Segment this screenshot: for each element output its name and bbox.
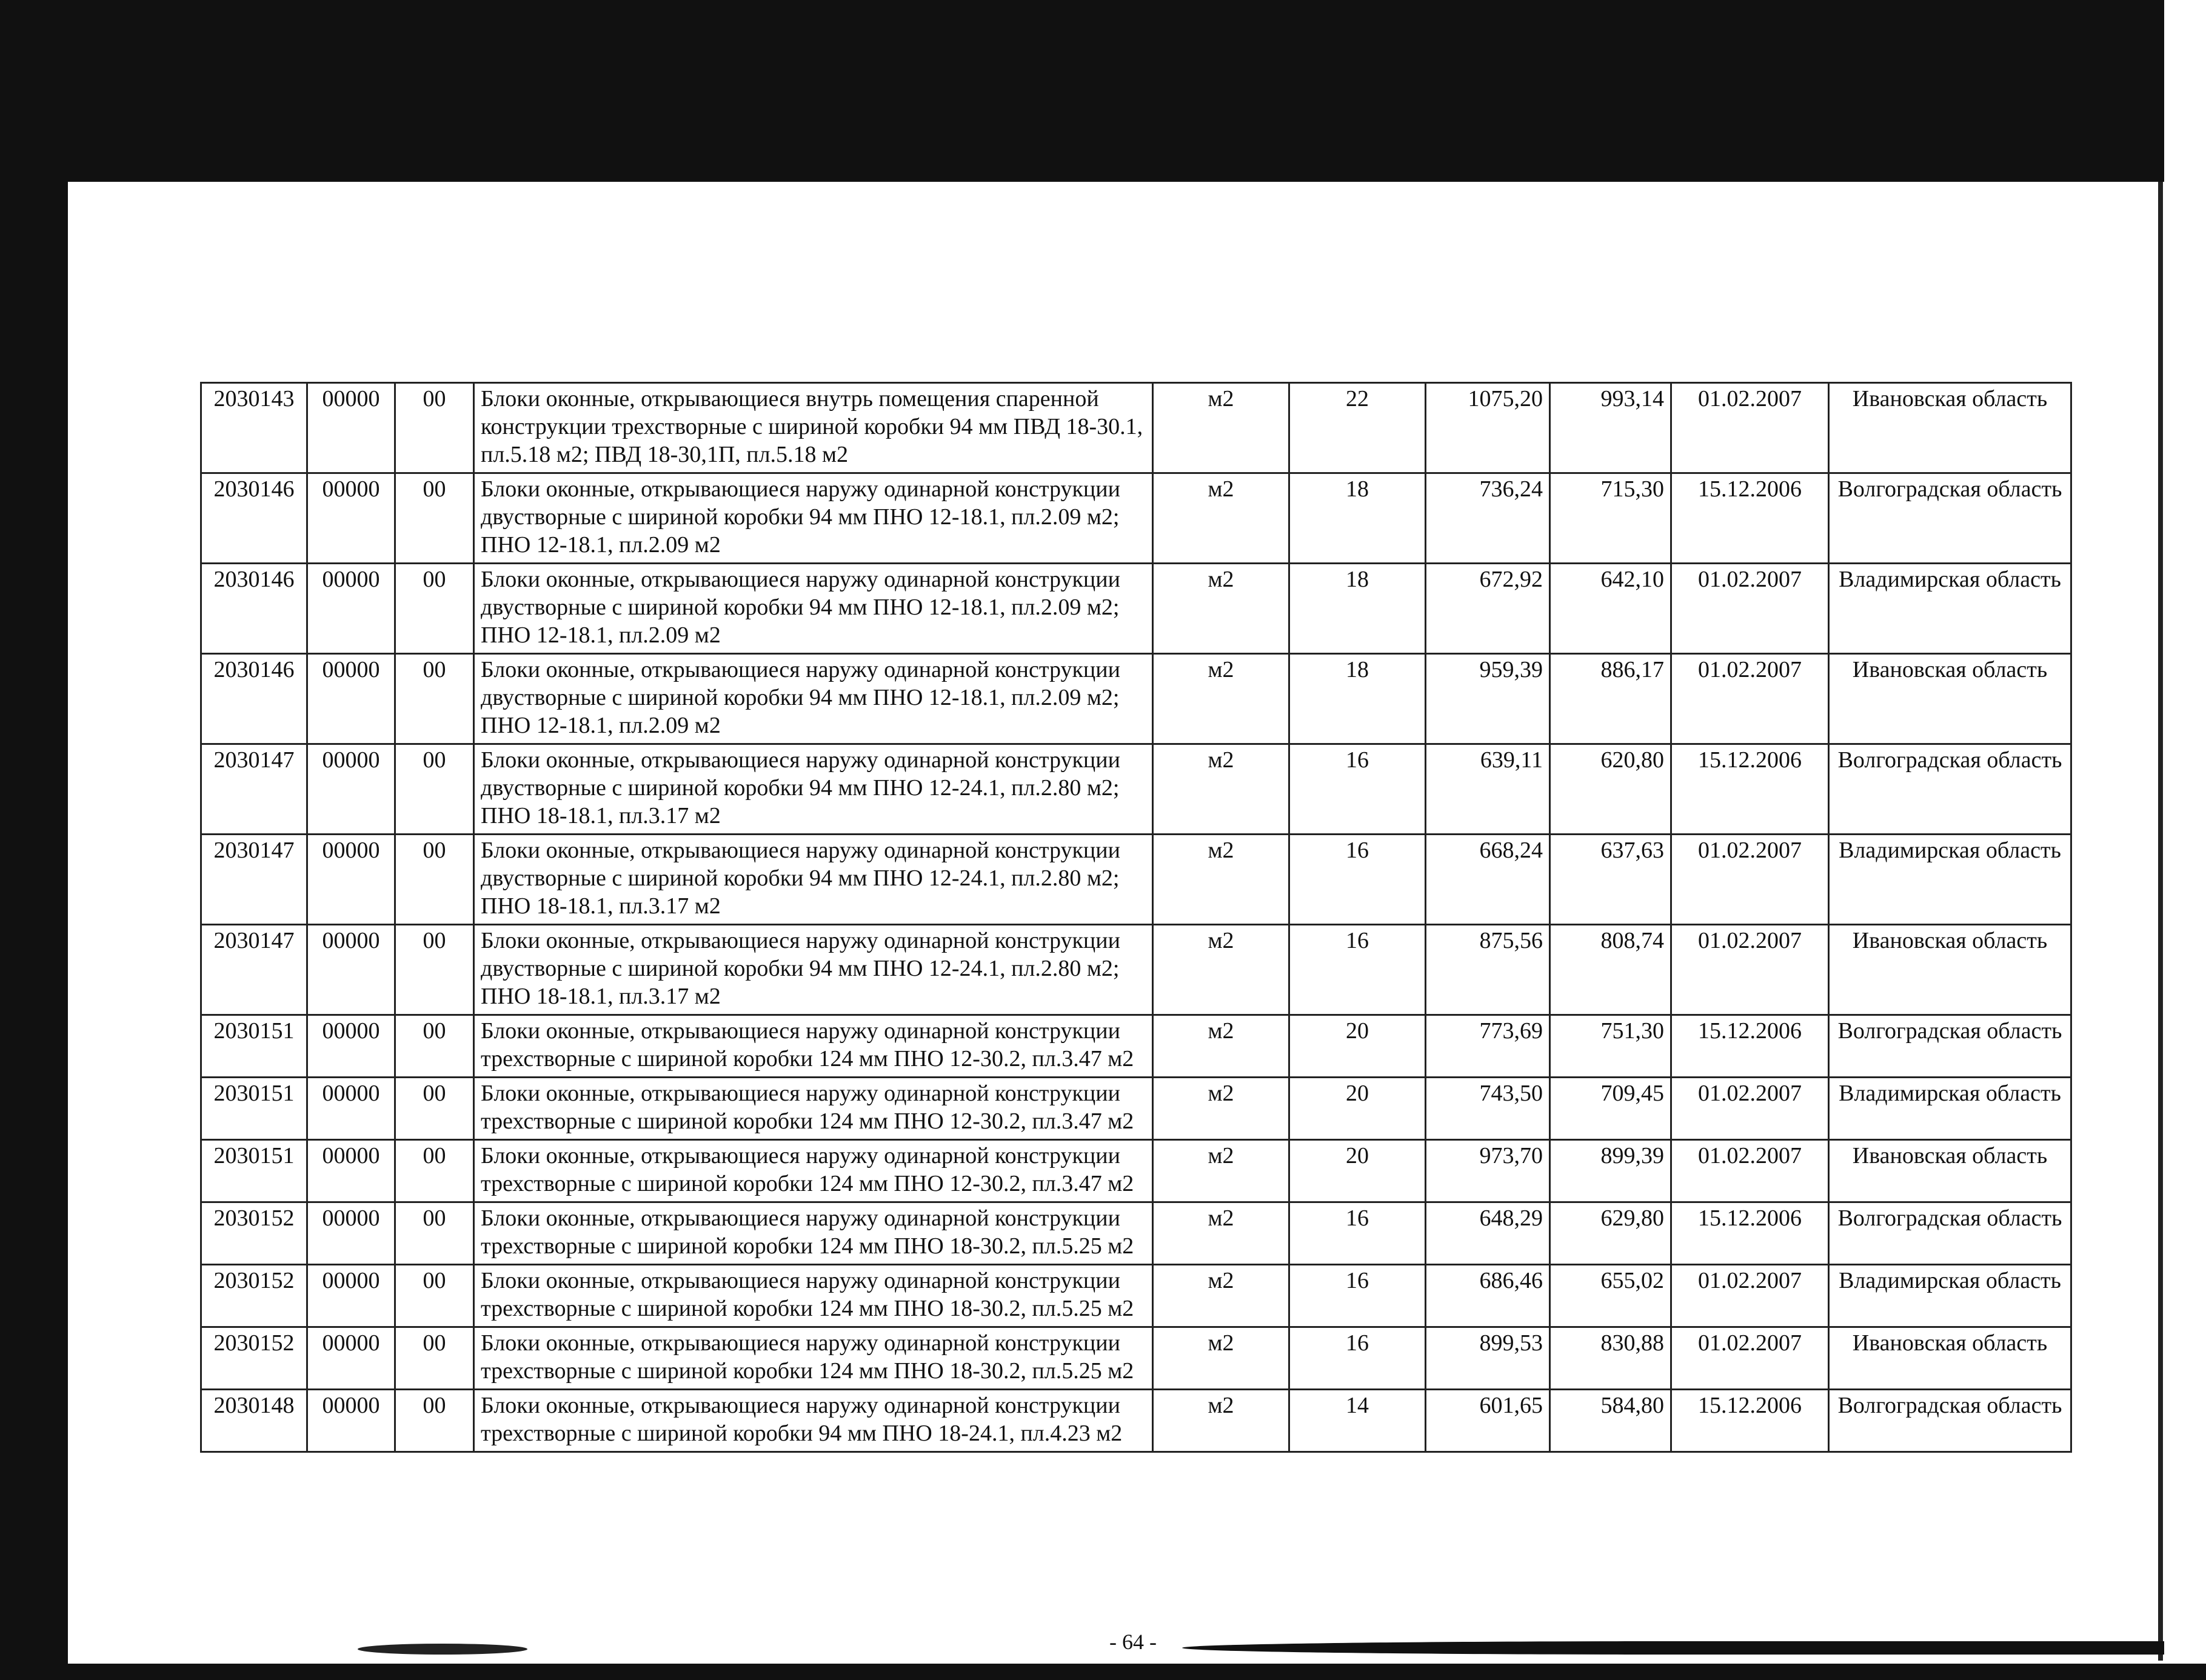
item-description: Блоки оконные, открывающиеся наружу одинарной конструкции трехстворные с шириной коробки 124 мм ПНО 12-30.2, пл.3.47 м2 [474,1140,1153,1202]
item-code: 2030147 [201,835,307,925]
table-row [201,1390,2071,1452]
region-name: Волгоградская область [1829,1390,2071,1452]
norm-value: 18 [1289,564,1426,654]
price-date: 15.12.2006 [1671,1202,1829,1265]
sub-code: 00000 [307,1140,395,1202]
region-name: Владимирская область [1829,564,2071,654]
norm-value: 20 [1289,1140,1426,1202]
region-name: Владимирская область [1829,1265,2071,1327]
price-without-vat: 830,88 [1550,1327,1671,1390]
unit-of-measure: м2 [1153,1265,1289,1327]
price-with-vat: 959,39 [1426,654,1550,744]
price-date: 15.12.2006 [1671,744,1829,835]
zero-code: 00 [395,383,474,473]
sub-code: 00000 [307,383,395,473]
item-code: 2030147 [201,744,307,835]
norm-value: 16 [1289,744,1426,835]
region-name: Волгоградская область [1829,1202,2071,1265]
page-edge-shadow [2158,182,2163,1661]
unit-of-measure: м2 [1153,1140,1289,1202]
item-code: 2030147 [201,925,307,1015]
zero-code: 00 [395,925,474,1015]
price-date: 15.12.2006 [1671,473,1829,564]
table-row [201,1327,2071,1390]
unit-of-measure: м2 [1153,1390,1289,1452]
price-with-vat: 672,92 [1426,564,1550,654]
item-description: Блоки оконные, открывающиеся наружу одинарной конструкции двустворные с шириной коробки 94 мм ПНО 12-24.1, пл.2.80 м2; ПНО 18-18.1, пл.3.17 м2 [474,835,1153,925]
unit-of-measure: м2 [1153,744,1289,835]
table-row [201,654,2071,744]
unit-of-measure: м2 [1153,1078,1289,1140]
price-with-vat: 973,70 [1426,1140,1550,1202]
price-date: 01.02.2007 [1671,1327,1829,1390]
price-without-vat: 629,80 [1550,1202,1671,1265]
price-date: 15.12.2006 [1671,1390,1829,1452]
price-date: 01.02.2007 [1671,1265,1829,1327]
norm-value: 18 [1289,654,1426,744]
price-without-vat: 751,30 [1550,1015,1671,1078]
price-date: 01.02.2007 [1671,383,1829,473]
sub-code: 00000 [307,564,395,654]
item-description: Блоки оконные, открывающиеся внутрь помещения спаренной конструкции трехстворные с шириной коробки 94 мм ПВД 18-30.1, пл.5.18 м2; ПВД 18-30,1П, пл.5.18 м2 [474,383,1153,473]
price-without-vat: 899,39 [1550,1140,1671,1202]
item-description: Блоки оконные, открывающиеся наружу одинарной конструкции двустворные с шириной коробки 94 мм ПНО 12-18.1, пл.2.09 м2; ПНО 12-18.1, пл.2.09 м2 [474,473,1153,564]
price-with-vat: 668,24 [1426,835,1550,925]
price-with-vat: 899,53 [1426,1327,1550,1390]
sub-code: 00000 [307,1265,395,1327]
sub-code: 00000 [307,744,395,835]
table-row [201,1015,2071,1078]
zero-code: 00 [395,835,474,925]
region-name: Волгоградская область [1829,1015,2071,1078]
zero-code: 00 [395,1078,474,1140]
item-code: 2030143 [201,383,307,473]
item-code: 2030146 [201,654,307,744]
price-with-vat: 1075,20 [1426,383,1550,473]
table-row [201,1078,2071,1140]
price-date: 01.02.2007 [1671,835,1829,925]
scan-border-bottom [0,1664,2206,1680]
scan-smudge [1182,1641,2164,1655]
price-with-vat: 686,46 [1426,1265,1550,1327]
price-date: 01.02.2007 [1671,654,1829,744]
norm-value: 16 [1289,925,1426,1015]
item-description: Блоки оконные, открывающиеся наружу одинарной конструкции трехстворные с шириной коробки 124 мм ПНО 18-30.2, пл.5.25 м2 [474,1265,1153,1327]
unit-of-measure: м2 [1153,564,1289,654]
unit-of-measure: м2 [1153,925,1289,1015]
table-row [201,744,2071,835]
item-code: 2030148 [201,1390,307,1452]
zero-code: 00 [395,1140,474,1202]
price-date: 01.02.2007 [1671,1140,1829,1202]
zero-code: 00 [395,564,474,654]
item-description: Блоки оконные, открывающиеся наружу одинарной конструкции трехстворные с шириной коробки 124 мм ПНО 18-30.2, пл.5.25 м2 [474,1327,1153,1390]
sub-code: 00000 [307,1390,395,1452]
unit-of-measure: м2 [1153,1202,1289,1265]
price-without-vat: 886,17 [1550,654,1671,744]
price-date: 15.12.2006 [1671,1015,1829,1078]
price-with-vat: 773,69 [1426,1015,1550,1078]
price-date: 01.02.2007 [1671,925,1829,1015]
price-without-vat: 655,02 [1550,1265,1671,1327]
region-name: Ивановская область [1829,654,2071,744]
page-number: - 64 - [1109,1630,1157,1654]
table-row [201,473,2071,564]
price-without-vat: 637,63 [1550,835,1671,925]
price-without-vat: 709,45 [1550,1078,1671,1140]
price-without-vat: 642,10 [1550,564,1671,654]
sub-code: 00000 [307,1015,395,1078]
price-with-vat: 875,56 [1426,925,1550,1015]
price-date: 01.02.2007 [1671,564,1829,654]
scan-smudge [358,1644,527,1655]
scan-border-left [0,0,68,1680]
sub-code: 00000 [307,1202,395,1265]
price-without-vat: 715,30 [1550,473,1671,564]
zero-code: 00 [395,1265,474,1327]
region-name: Ивановская область [1829,925,2071,1015]
price-date: 01.02.2007 [1671,1078,1829,1140]
scan-border-top [0,0,2164,182]
table-row [201,564,2071,654]
price-without-vat: 584,80 [1550,1390,1671,1452]
zero-code: 00 [395,1015,474,1078]
region-name: Волгоградская область [1829,744,2071,835]
price-without-vat: 808,74 [1550,925,1671,1015]
item-code: 2030146 [201,564,307,654]
item-description: Блоки оконные, открывающиеся наружу одинарной конструкции трехстворные с шириной коробки 124 мм ПНО 12-30.2, пл.3.47 м2 [474,1015,1153,1078]
norm-value: 14 [1289,1390,1426,1452]
unit-of-measure: м2 [1153,1015,1289,1078]
sub-code: 00000 [307,1078,395,1140]
zero-code: 00 [395,1327,474,1390]
zero-code: 00 [395,473,474,564]
item-code: 2030152 [201,1265,307,1327]
table-row [201,1265,2071,1327]
sub-code: 00000 [307,1327,395,1390]
unit-of-measure: м2 [1153,383,1289,473]
item-description: Блоки оконные, открывающиеся наружу одинарной конструкции трехстворные с шириной коробки 94 мм ПНО 18-24.1, пл.4.23 м2 [474,1390,1153,1452]
item-description: Блоки оконные, открывающиеся наружу одинарной конструкции двустворные с шириной коробки 94 мм ПНО 12-18.1, пл.2.09 м2; ПНО 12-18.1, пл.2.09 м2 [474,654,1153,744]
sub-code: 00000 [307,835,395,925]
item-description: Блоки оконные, открывающиеся наружу одинарной конструкции двустворные с шириной коробки 94 мм ПНО 12-18.1, пл.2.09 м2; ПНО 12-18.1, пл.2.09 м2 [474,564,1153,654]
unit-of-measure: м2 [1153,1327,1289,1390]
region-name: Волгоградская область [1829,473,2071,564]
sub-code: 00000 [307,473,395,564]
table-row [201,1202,2071,1265]
norm-value: 16 [1289,1265,1426,1327]
region-name: Ивановская область [1829,1327,2071,1390]
item-code: 2030152 [201,1327,307,1390]
region-name: Владимирская область [1829,835,2071,925]
item-description: Блоки оконные, открывающиеся наружу одинарной конструкции двустворные с шириной коробки 94 мм ПНО 12-24.1, пл.2.80 м2; ПНО 18-18.1, пл.3.17 м2 [474,744,1153,835]
norm-value: 16 [1289,1327,1426,1390]
item-code: 2030151 [201,1078,307,1140]
item-code: 2030146 [201,473,307,564]
norm-value: 16 [1289,835,1426,925]
price-with-vat: 736,24 [1426,473,1550,564]
sub-code: 00000 [307,925,395,1015]
item-description: Блоки оконные, открывающиеся наружу одинарной конструкции трехстворные с шириной коробки 124 мм ПНО 18-30.2, пл.5.25 м2 [474,1202,1153,1265]
norm-value: 16 [1289,1202,1426,1265]
price-with-vat: 743,50 [1426,1078,1550,1140]
norm-value: 18 [1289,473,1426,564]
table-row [201,925,2071,1015]
price-with-vat: 601,65 [1426,1390,1550,1452]
norm-value: 20 [1289,1078,1426,1140]
unit-of-measure: м2 [1153,654,1289,744]
zero-code: 00 [395,654,474,744]
table-row [201,383,2071,473]
norm-value: 20 [1289,1015,1426,1078]
price-with-vat: 639,11 [1426,744,1550,835]
item-description: Блоки оконные, открывающиеся наружу одинарной конструкции двустворные с шириной коробки 94 мм ПНО 12-24.1, пл.2.80 м2; ПНО 18-18.1, пл.3.17 м2 [474,925,1153,1015]
zero-code: 00 [395,1202,474,1265]
sub-code: 00000 [307,654,395,744]
table-row [201,1140,2071,1202]
price-without-vat: 993,14 [1550,383,1671,473]
region-name: Ивановская область [1829,1140,2071,1202]
region-name: Владимирская область [1829,1078,2071,1140]
zero-code: 00 [395,1390,474,1452]
scan-border-right [2164,0,2206,1680]
norm-value: 22 [1289,383,1426,473]
item-code: 2030151 [201,1140,307,1202]
zero-code: 00 [395,744,474,835]
table-row [201,835,2071,925]
item-description: Блоки оконные, открывающиеся наружу одинарной конструкции трехстворные с шириной коробки 124 мм ПНО 12-30.2, пл.3.47 м2 [474,1078,1153,1140]
price-without-vat: 620,80 [1550,744,1671,835]
unit-of-measure: м2 [1153,835,1289,925]
price-table [200,382,2072,1453]
item-code: 2030151 [201,1015,307,1078]
table-body [201,383,2071,1452]
unit-of-measure: м2 [1153,473,1289,564]
region-name: Ивановская область [1829,383,2071,473]
price-with-vat: 648,29 [1426,1202,1550,1265]
item-code: 2030152 [201,1202,307,1265]
